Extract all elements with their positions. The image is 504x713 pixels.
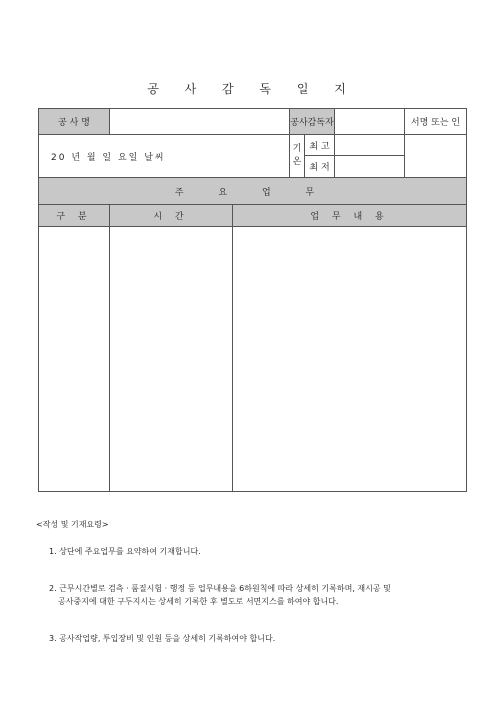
date-weather-line[interactable]: 20 년 월 일 요일 날씨 — [39, 135, 290, 178]
main-work-header: 주 요 업 무 — [39, 178, 467, 205]
instruction-item-2 — [49, 582, 476, 608]
col-content-header: 업 무 내 용 — [233, 205, 467, 227]
supervisor-label: 공사감독자 — [290, 109, 335, 135]
category-cell[interactable] — [39, 227, 110, 492]
temp-low-label: 최 저 — [305, 156, 335, 178]
col-time-header: 시 간 — [110, 205, 233, 227]
col-category-header: 구 분 — [39, 205, 110, 227]
supervisor-field[interactable] — [335, 109, 405, 135]
instruction-item-1: 1. 상단에 주요업무를 요약하여 기재합니다. — [49, 547, 201, 556]
temperature-label-1: 기 — [292, 144, 302, 154]
supervision-log-table — [38, 108, 467, 492]
instruction-item-2-line-2: 공사중지에 대한 구두지시는 상세히 기록한 후 별도로 서면지스를 하여야 합니다. — [58, 597, 339, 606]
instruction-item-3: 3. 공사작업량, 투입장비 및 인원 등을 상세히 기록하여야 합니다. — [49, 634, 276, 643]
instructions — [36, 518, 476, 645]
document-title: 공 사 감 독 일 지 — [147, 82, 357, 96]
project-name-field[interactable] — [110, 109, 290, 135]
time-cell[interactable] — [110, 227, 233, 492]
project-name-label: 공 사 명 — [39, 109, 110, 135]
temp-high-label: 최 고 — [305, 135, 335, 156]
sign-field[interactable] — [405, 135, 467, 178]
temperature-label — [290, 135, 305, 178]
content-cell[interactable] — [233, 227, 467, 492]
temperature-label-2: 온 — [292, 157, 302, 167]
instructions-heading: <작성 및 기재요령> — [36, 520, 109, 529]
instruction-item-2-line-1: 2. 근무시간별로 검측 · 품질시험 · 행정 등 업무내용을 6하원칙에 따라 상세히 기록하며, 재시공 및 — [49, 584, 391, 593]
temp-low-field[interactable] — [335, 156, 405, 178]
sign-label: 서명 또는 인 — [405, 109, 467, 135]
temp-high-field[interactable] — [335, 135, 405, 156]
